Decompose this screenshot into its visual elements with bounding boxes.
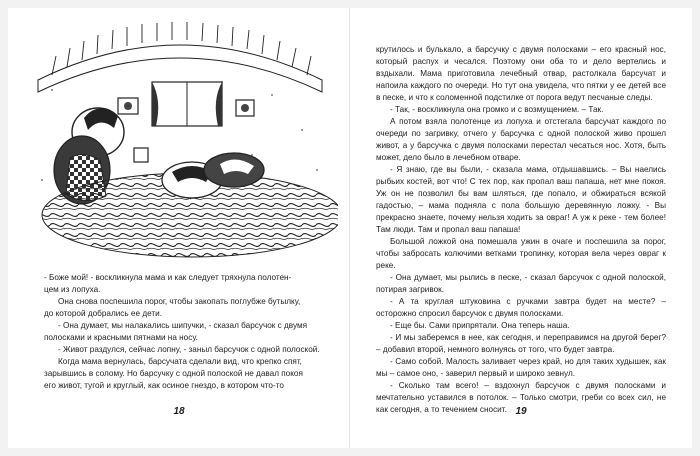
paragraph: - Так, - воскликнула она громко и с возмущением. – Так. [390, 105, 604, 114]
left-page [8, 8, 350, 448]
paragraph: до которой добрались ее дети. [44, 309, 162, 318]
paragraph: - Само собой. Малость заливает через край, но для таких худышек, как мы – самое оно, - заверил первый и широко зевнул. [376, 357, 666, 378]
paragraph: цем из лопуха. [44, 285, 101, 294]
paragraph: - И мы заберемся в нее, как сегодня, и переправимся на другой берег? – добавил второй, немного волнуясь от того, что будет завтра. [376, 333, 666, 354]
paragraph: полосками и красными пятнами на носу. [44, 333, 198, 342]
paragraph: Она снова поспешила порог, чтобы закопать поглубже бутылку, [58, 297, 301, 306]
paragraph: - Она думает, мы налакались шипучки, - сказал барсучок с двумя [58, 321, 308, 330]
right-page [350, 8, 692, 448]
paragraph: зарывшись в солому. Но барсучку с одной полоской не давал покоя [44, 369, 303, 378]
paragraph: - А та круглая штуковина с ручками завтра будет на месте? – осторожно спросил барсучок с двумя полосками. [376, 297, 666, 318]
paragraph: - Она думает, мы рылись в песке, - сказал барсучок с одной полоской, потирая загривок. [376, 273, 666, 294]
paragraph: крутилось и булькало, а барсучку с двумя полосками – его красный нос, который распух и чесался. Поэтому они оба то и дело вертелись и вздыхали. Мама приготовила лечебный отвар, растолкала барсучат и напоила каждого по очереди. Но тут она увидела, что пятки у ее детей все в песке, и что к соломенной подстилке от порога ведут песчаные следы. [376, 45, 666, 102]
paragraph: его живот, тугой и круглый, как осиное гнездо, в котором что-то [44, 381, 284, 390]
paragraph: - Живот раздулся, сейчас лопну, - заныл барсучок с одной полоской. [58, 345, 320, 354]
book-spread [8, 8, 692, 448]
left-page-text [44, 272, 332, 392]
paragraph: Большой ложкой она помешала ужин в очаге и поспешила за порог, чтобы забросать колючими ветками тропинку, которая вела через овраг к реке. [376, 237, 666, 270]
paragraph: - Еще бы. Сами припрятали. Она теперь наша. [390, 321, 570, 330]
right-page-text [376, 44, 666, 416]
paragraph: - Я знаю, где вы были, - сказала мама, отдышавшись. – Вы наелись рыбьих костей, вот что! С тех пор, как пропал ваш папаша, нет мне покоя. Уж он не позволил бы вам шляться, где попало, и обжираться всякой гадостью, – мама подняла с пола большую деревянную ложку. - Вы прекрасно знаете, почему нельзя ходить за овраг! А уж к реке - тем более! Там люди. Там и пропал ваш папаша! [376, 165, 666, 234]
page-number: 19 [515, 406, 527, 417]
paragraph: - Сколько там всего! – вздохнул барсучок с двумя полосками и мечтательно уставился в потолок. – Только смотри, греби со всех сил, не как сегодня, а то течением сносит. [376, 381, 666, 414]
paragraph: Когда мама вернулась, барсучата сделали вид, что крепко спят, [58, 357, 302, 366]
page-number: 18 [173, 406, 185, 417]
badger-family-illustration [22, 20, 338, 266]
paragraph: А потом взяла полотенце из лопуха и отстегала барсучат каждого по очереди по загривку, отчего у барсучка с одной полоской живо прошел живот, а у барсучка с двумя полосками перестал чесаться нос. Хотя, быть может, дело было в лечебном отваре. [376, 117, 666, 162]
paragraph: - Боже мой! - воскликнула мама и как следует тряхнула полотен- [44, 273, 292, 282]
